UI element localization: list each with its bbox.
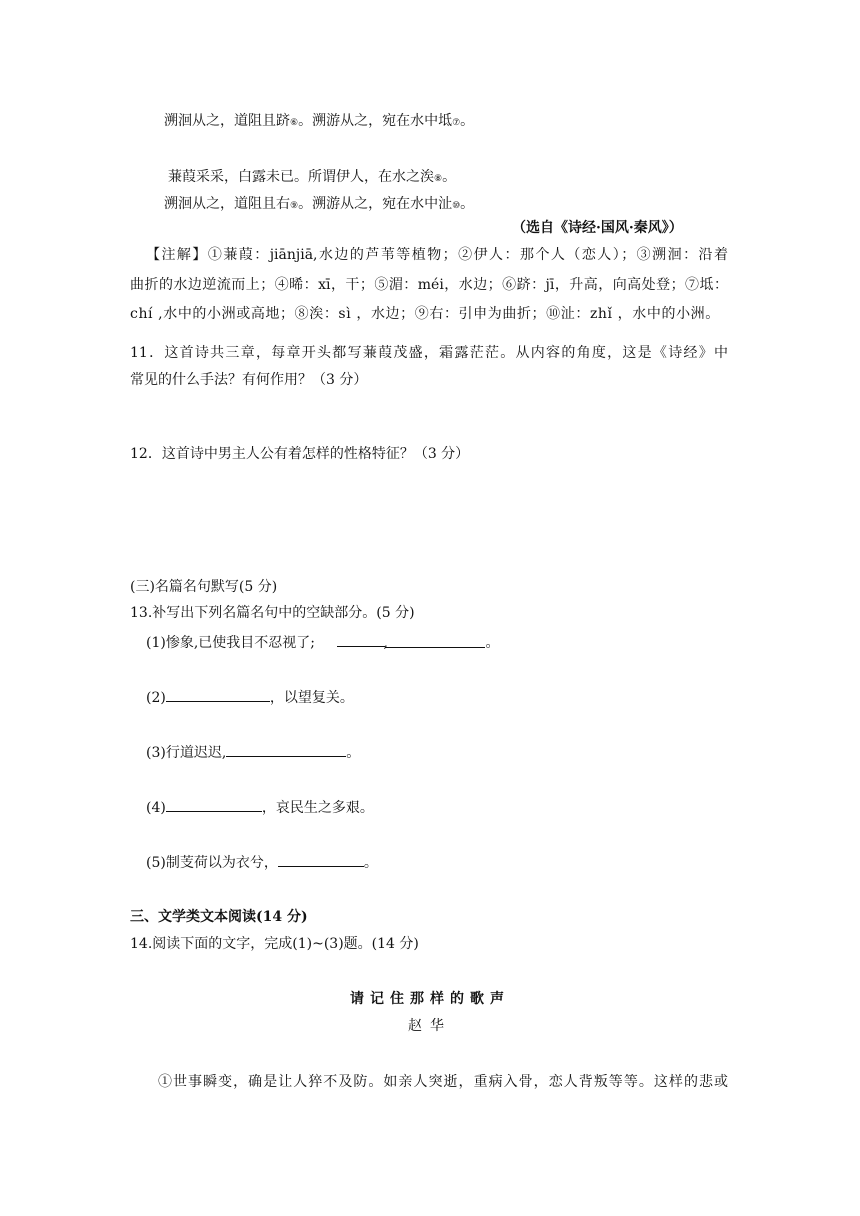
blank-1a[interactable] — [337, 632, 385, 647]
notes-line-3: chí ,水中的小洲或高地；⑧涘：sì ，水边；⑨右：引申为曲折；⑩沚：zhǐ ，水中的小洲。 — [130, 306, 720, 322]
fill-item-1: (1)惨象,已使我目不忍视了; , 。 — [146, 632, 499, 653]
blank-4[interactable] — [166, 797, 262, 812]
part-heading: 三、文学类文本阅读(14 分) — [130, 909, 308, 925]
poem-line-2: 蒹葭采采，白露未已。所谓伊人，在水之涘⑧。 — [168, 169, 457, 185]
article-author: 赵华 — [408, 1018, 452, 1034]
question-11-line-1: 11．这首诗共三章，每章开头都写蒹葭茂盛，霜露茫茫。从内容的角度，这是《诗经》中 — [130, 345, 728, 361]
blank-1b[interactable]: , — [385, 633, 485, 648]
fill-item-2: (2) ，以望复关。 — [146, 687, 354, 708]
question-14: 14.阅读下面的文字，完成(1)~(3)题。(14 分) — [130, 936, 419, 952]
poem-line-1: 溯洄从之，道阻且跻⑥。溯游从之，宛在水中坻⑦。 — [164, 113, 475, 129]
poem-source: （选自《诗经·国风·秦风》） — [512, 220, 683, 236]
blank-5[interactable] — [278, 852, 364, 867]
fill-item-3: (3)行道迟迟, 。 — [146, 742, 360, 763]
blank-3[interactable] — [226, 742, 346, 757]
notes-line-1: 【注解】①蒹葭：jiānjiā,水边的芦苇等植物；②伊人：那个人（恋人）；③溯洄：沿着 — [146, 247, 728, 263]
notes-line-2: 曲折的水边逆流而上；④晞：xī，干；⑤湄：méi，水边；⑥跻：jī，升高，向高处登；⑦坻： — [130, 277, 728, 293]
fill-item-5: (5)制芰荷以为衣兮， 。 — [146, 852, 378, 873]
question-11-line-2: 常见的什么手法？有何作用？（3 分） — [130, 372, 368, 388]
question-12: 12．这首诗中男主人公有着怎样的性格特征？（3 分） — [130, 446, 470, 462]
section-heading: (三)名篇名句默写(5 分) — [130, 579, 278, 595]
article-title: 请记住那样的歌声 — [350, 991, 510, 1007]
question-13: 13.补写出下列名篇名句中的空缺部分。(5 分) — [130, 605, 415, 621]
fill-item-4: (4) ，哀民生之多艰。 — [146, 797, 374, 818]
blank-2[interactable] — [166, 687, 270, 702]
poem-line-3: 溯洄从之，道阻且右⑨。溯游从之，宛在水中沚⑩。 — [164, 196, 475, 212]
article-paragraph-1: ①世事瞬变，确是让人猝不及防。如亲人突逝，重病入骨，恋人背叛等等。这样的悲或 — [158, 1074, 728, 1090]
